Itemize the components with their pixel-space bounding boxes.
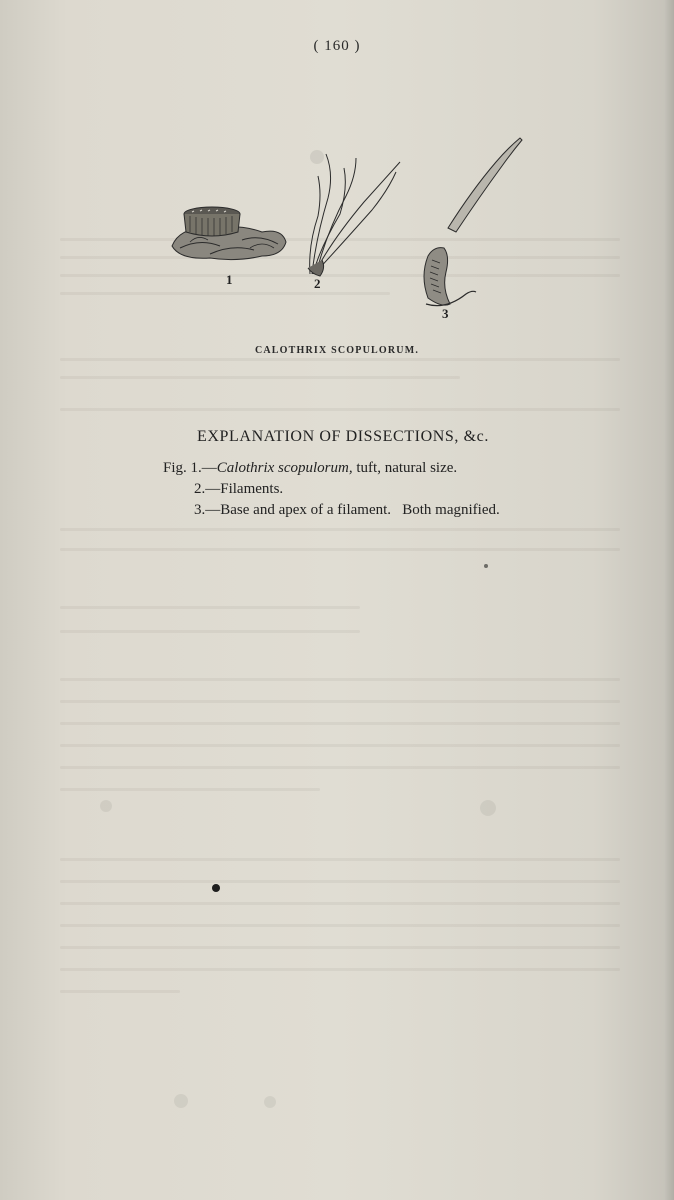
item-prefix: Fig. 1.— — [163, 460, 217, 476]
figure-2-filaments — [308, 154, 400, 276]
figure-label-3: 3 — [442, 306, 449, 321]
explanation-list — [163, 458, 500, 521]
paper-stain — [100, 800, 112, 812]
explanation-item — [163, 458, 500, 479]
page-edge-shadow — [664, 0, 674, 1200]
item-text: Filaments. — [220, 481, 284, 497]
paper-stain — [310, 150, 324, 164]
item-prefix: 3.— — [194, 502, 221, 518]
item-text: tuft, natural size. — [352, 460, 458, 476]
page-number: ( 160 ) — [313, 38, 361, 54]
paper-speck — [484, 564, 488, 568]
paper-stain — [264, 1096, 276, 1108]
item-text: Base and apex of a filament. Both magnified. — [220, 502, 500, 518]
figure-3-filament-detail — [424, 138, 522, 306]
botanical-illustration — [150, 128, 550, 328]
figure-label-2: 2 — [314, 276, 321, 291]
illustration-drawing — [150, 128, 550, 328]
ink-spot — [212, 884, 220, 892]
species-name: Calothrix scopulorum, — [216, 460, 353, 476]
explanation-item — [163, 500, 500, 521]
paper-stain — [174, 1094, 188, 1108]
item-prefix: 2.— — [194, 481, 221, 497]
figure-caption: CALOTHRIX SCOPULORUM. — [254, 345, 420, 356]
figure-1-tuft — [172, 207, 286, 260]
explanation-item — [163, 479, 500, 500]
explanation-heading: EXPLANATION OF DISSECTIONS, &c. — [197, 428, 489, 445]
paper-stain — [480, 800, 496, 816]
figure-label-1: 1 — [226, 272, 233, 287]
